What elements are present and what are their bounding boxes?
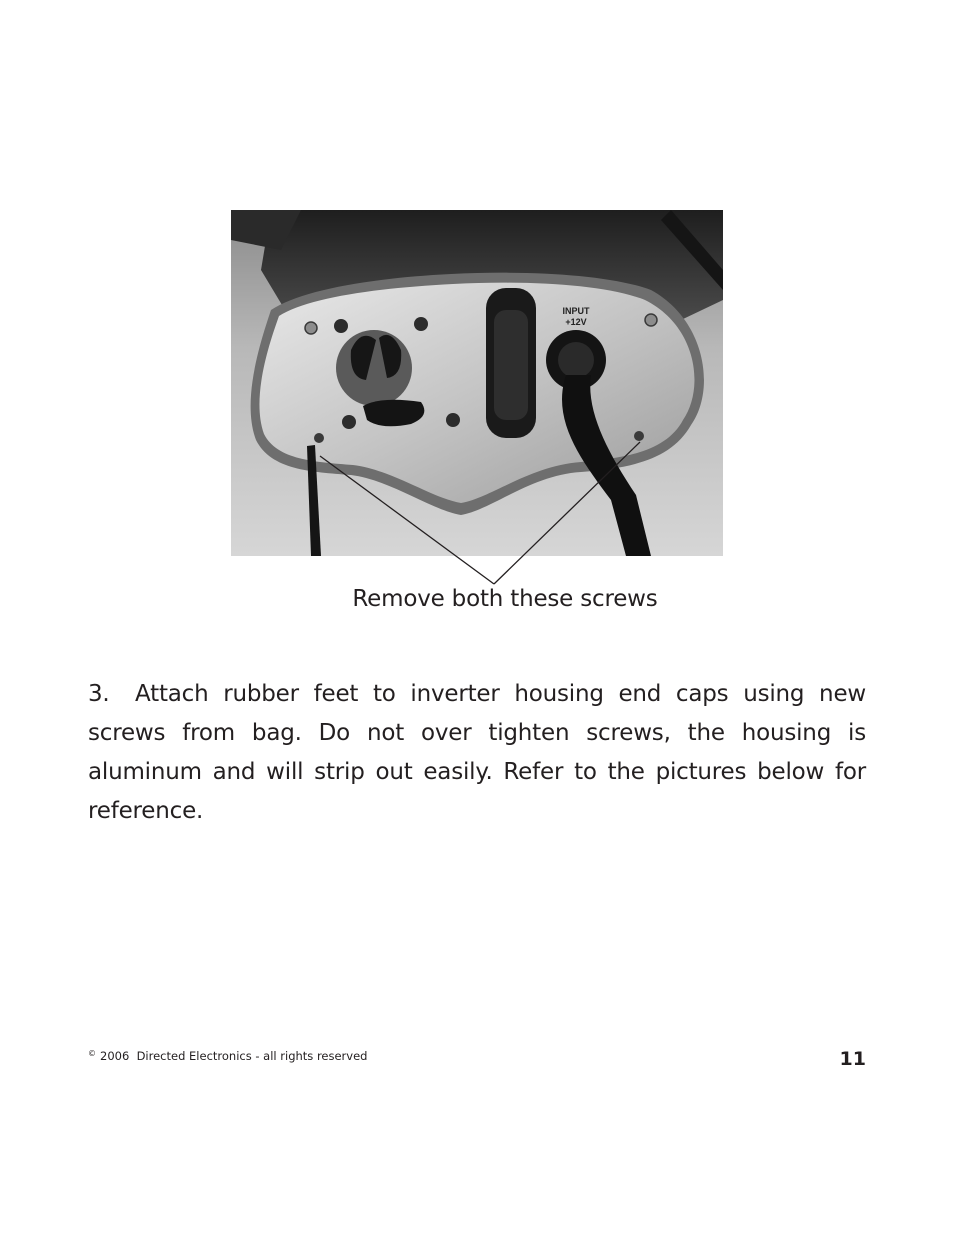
instruction-step bbox=[88, 675, 866, 831]
copyright-text: 2006 Directed Electronics - all rights reserved bbox=[100, 1049, 368, 1063]
panel-voltage-label: +12V bbox=[565, 317, 587, 327]
panel-input-label: INPUT bbox=[562, 306, 590, 316]
step-text: Attach rubber feet to inverter housing end caps using new screws from bag. Do not over tighten screws, the housing is aluminum and will strip out easily. Refer to the pictures below for reference. bbox=[88, 681, 866, 824]
page-number: 11 bbox=[839, 1048, 866, 1070]
step-number: 3. bbox=[88, 681, 110, 707]
inverter-end-cap-photo bbox=[231, 210, 723, 556]
copyright-symbol: © bbox=[88, 1049, 96, 1058]
figure-caption: Remove both these screws bbox=[352, 586, 658, 612]
copyright-footer bbox=[88, 1049, 367, 1063]
